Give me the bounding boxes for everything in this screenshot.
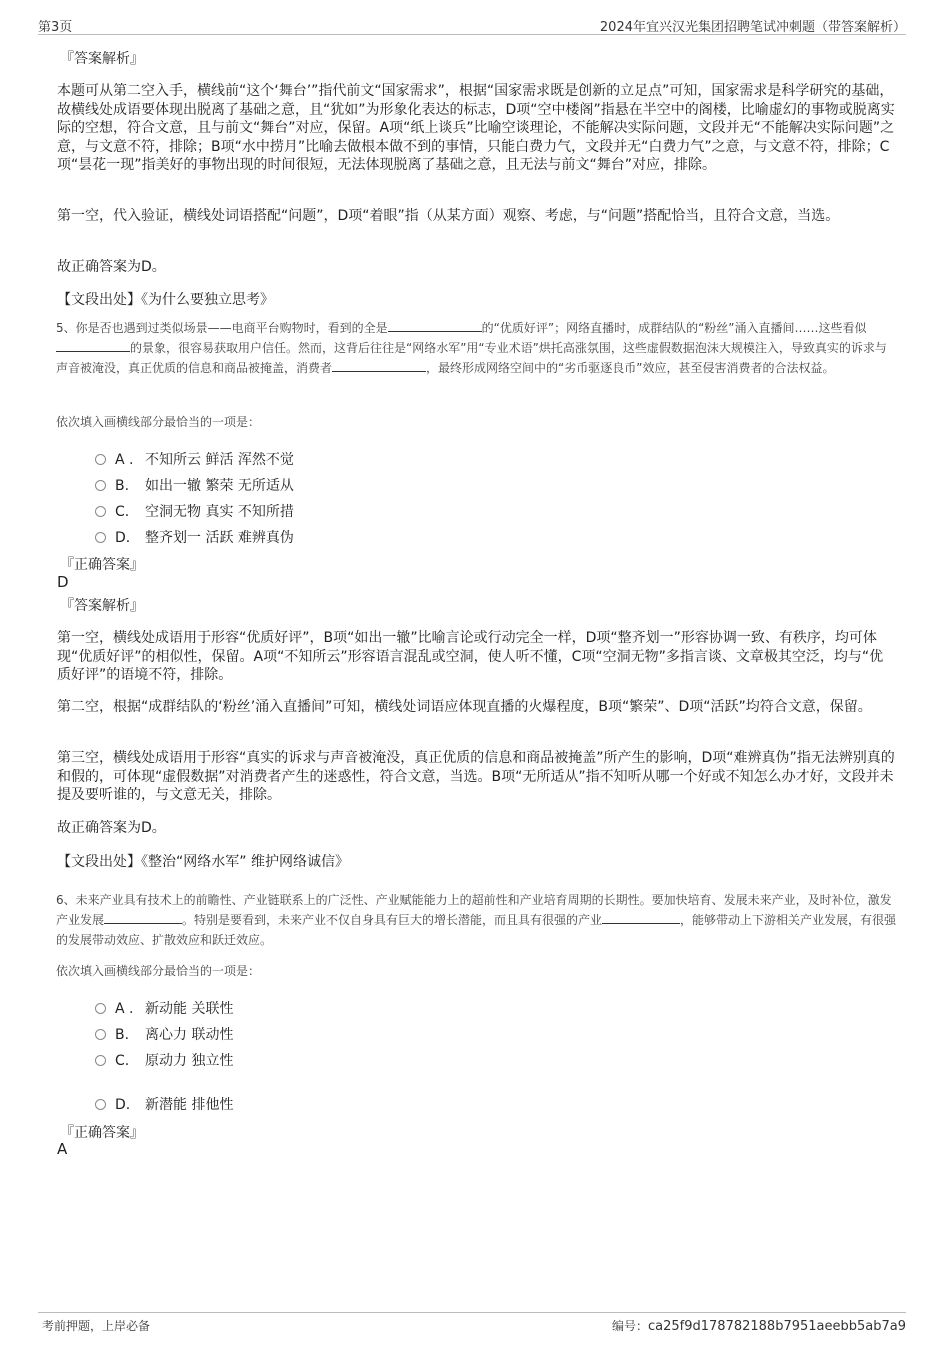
analysis-paragraph: 第一空，横线处成语用于形容“优质好评”，B项“如出一辙”比喻言论或行动完全一样，D项“整齐划一”形容协调一致、有秩序，均可体现“优质好评”的相似性，保留。A项“不知所云”形容语言混乱或空洞，使人听不懂，C项“空洞无物”多指言谈、文章极其空泛，均与“优质好评”的语境不符，排除。	[57, 630, 884, 683]
passage-source: 【文段出处】《为什么要独立思考》	[57, 292, 274, 308]
correct-answer-label: 『正确答案』	[60, 1125, 144, 1141]
radio-icon[interactable]	[95, 1003, 106, 1014]
option-b[interactable]: B. 离心力 联动性	[95, 1024, 233, 1044]
fill-blank	[388, 319, 482, 332]
document-title: 2024年宜兴汉光集团招聘笔试冲刺题（带答案解析）	[599, 20, 906, 35]
option-a[interactable]: A . 不知所云 鲜活 浑然不觉	[95, 449, 294, 469]
analysis-label: 『答案解析』	[60, 51, 144, 67]
option-a[interactable]: A . 新动能 关联性	[95, 998, 233, 1018]
radio-icon[interactable]	[95, 480, 106, 491]
analysis-paragraph: 第一空，代入验证，横线处词语搭配“问题”，D项“着眼”指（从某方面）观察、考虑，与“问题”搭配恰当，且符合文意，当选。	[57, 208, 840, 224]
option-c[interactable]: C. 空洞无物 真实 不知所措	[95, 501, 294, 521]
fill-blank	[332, 359, 426, 372]
analysis-paragraph: 本题可从第二空入手，横线前“这个‘舞台’”指代前文“国家需求”，根据“国家需求既是创新的立足点”可知，国家需求是科学研究的基础，故横线处成语要体现出脱离了基础之意，且“犹如”为形象化表达的标志，D项“空中楼阁”指悬在半空中的阁楼，比喻虚幻的事物或脱离实际的空想，符合文意，且与前文“舞台”对应，保留。A项“纸上谈兵”比喻空谈理论，不能解决实际问题，文段并无“不能解决实际问题”之意，与文意不符，排除；B项“水中捞月”比喻去做根本做不到的事情，只能白费力气，文段并无“白费力气”之意，与文意不符，排除；C项“昙花一现”指美好的事物出现的时间很短，无法体现脱离了基础之意，且无法与前文“舞台”对应，排除。	[57, 83, 895, 173]
question-6-stem: 6、未来产业具有技术上的前瞻性、产业链联系上的广泛性、产业赋能能力上的超前性和产业培育周期的长期性。要加快培育、发展未来产业，及时补位，激发产业发展 。特别是要看到，未来产业不仅自身具有巨大的增长潜能，而且具有很强的产业 ，能够带动上下游相关产业发展，有很强的发展带动效应、扩散效应和跃迁效应。	[56, 893, 897, 947]
question-prompt: 依次填入画横线部分最恰当的一项是：	[56, 964, 261, 978]
correct-answer: A	[57, 1140, 68, 1158]
question-prompt: 依次填入画横线部分最恰当的一项是：	[56, 415, 261, 429]
radio-icon[interactable]	[95, 1055, 106, 1066]
radio-icon[interactable]	[95, 1029, 106, 1040]
radio-icon[interactable]	[95, 506, 106, 517]
fill-blank	[602, 911, 680, 924]
radio-icon[interactable]	[95, 1099, 106, 1110]
correct-answer: D	[57, 573, 69, 591]
fill-blank	[104, 911, 182, 924]
correct-answer-label: 『正确答案』	[60, 557, 144, 573]
option-d[interactable]: D. 新潜能 排他性	[95, 1094, 233, 1114]
analysis-paragraph: 第二空，根据“成群结队的‘粉丝’涌入直播间”可知，横线处词语应体现直播的火爆程度，B项“繁荣”、D项“活跃”均符合文意，保留。	[57, 699, 872, 715]
passage-source: 【文段出处】《整治“网络水军” 维护网络诚信》	[57, 854, 349, 870]
radio-icon[interactable]	[95, 532, 106, 543]
fill-blank	[56, 339, 130, 352]
option-b[interactable]: B. 如出一辙 繁荣 无所适从	[95, 475, 294, 495]
analysis-paragraph: 第三空，横线处成语用于形容“真实的诉求与声音被淹没，真正优质的信息和商品被掩盖”所产生的影响，D项“难辨真伪”指无法辨别真的和假的，可体现“虚假数据”对消费者产生的迷惑性，符合文意，当选。B项“无所适从”指不知听从哪一个好或不知怎么办才好，文段并未提及要听谁的，与文意无关，排除。	[57, 750, 895, 803]
option-d[interactable]: D. 整齐划一 活跃 难辨真伪	[95, 527, 294, 547]
footer-slogan: 考前押题，上岸必备	[42, 1319, 151, 1333]
page-header	[38, 14, 906, 35]
question-5-stem: 5、你是否也遇到过类似场景——电商平台购物时，看到的全是 的“优质好评”；网络直播时，成群结队的“粉丝”涌入直播间……这些看似的景象，很容易获取用户信任。然而，这背后往往是“网络水军”用“专业术语”烘托高涨氛围，这些虚假数据泡沫大规模注入，导致真实的诉求与声音被淹没，真正优质的信息和商品被掩盖，消费者 ，最终形成网络空间中的“劣币驱逐良币”效应，甚至侵害消费者的合法权益。	[56, 321, 887, 375]
analysis-label: 『答案解析』	[60, 598, 144, 614]
radio-icon[interactable]	[95, 454, 106, 465]
page-number: 第3页	[38, 20, 73, 35]
option-c[interactable]: C. 原动力 独立性	[95, 1050, 233, 1070]
answer-conclusion: 故正确答案为D。	[57, 259, 166, 275]
page-footer	[38, 1312, 906, 1337]
document-code: 编号：ca25f9d178782188b7951aeebb5ab7a9	[611, 1319, 906, 1334]
answer-conclusion: 故正确答案为D。	[57, 820, 166, 836]
